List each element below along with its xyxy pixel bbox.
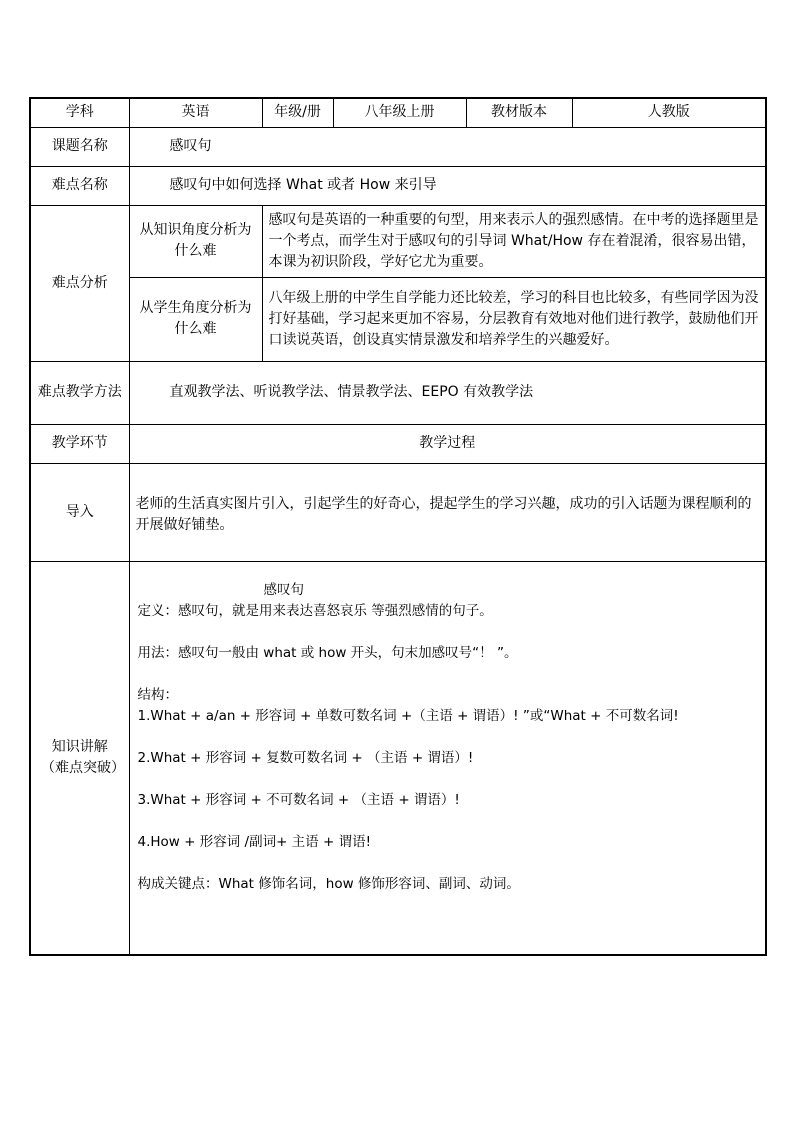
process-stage-label: 教学环节	[30, 424, 129, 463]
rule-item: 2.What + 形容词 + 复数可数名词 + （主语 + 谓语）!	[137, 749, 474, 766]
intro-row	[30, 463, 766, 561]
student-angle-label: 从学生角度分析为什么难	[129, 277, 262, 361]
lesson-plan-document	[29, 97, 765, 956]
rule-item: 3.What + 形容词 + 不可数名词 + （主语 + 谓语）!	[137, 791, 460, 808]
method-row	[30, 361, 766, 424]
analysis-student-row	[30, 277, 766, 361]
header-row	[30, 98, 766, 127]
grade-value: 八年级上册	[333, 98, 466, 127]
analysis-knowledge-row	[30, 205, 766, 277]
process-value: 教学过程	[129, 424, 766, 463]
structure-label: 结构：	[137, 686, 178, 703]
analysis-label: 难点分析	[30, 205, 129, 361]
knowledge-definition: 定义：感叹句，就是用来表达喜怒哀乐 等强烈感情的句子。	[137, 602, 493, 619]
method-value: 直观教学法、听说教学法、情景教学法、EEPO 有效教学法	[129, 361, 766, 424]
knowledge-angle-text: 感叹句是英语的一种重要的句型，用来表示人的强烈感情。在中考的选择题里是一个考点，而学生对于感叹句的引导词 What/How 存在着混淆，很容易出错，本课为初识阶段，学好它尤为重要。	[262, 205, 766, 277]
difficulty-value: 感叹句中如何选择 What 或者 How 来引导	[129, 166, 766, 205]
rule-item: 4.How + 形容词 /副词+ 主语 + 谓语!	[137, 833, 371, 850]
knowledge-row	[30, 561, 766, 955]
topic-label: 课题名称	[30, 127, 129, 166]
difficulty-row	[30, 166, 766, 205]
process-header-row	[30, 424, 766, 463]
intro-text: 老师的生活真实图片引入，引起学生的好奇心，提起学生的学习兴趣，成功的引入话题为课程顺利的开展做好铺垫。	[129, 463, 766, 561]
subject-value: 英语	[129, 98, 262, 127]
lesson-plan-table	[29, 97, 767, 956]
knowledge-label: 知识讲解（难点突破）	[30, 561, 129, 955]
student-angle-text: 八年级上册的中学生自学能力还比较差，学习的科目也比较多，有些同学因为没打好基础，学习起来更加不容易，分层教育有效地对他们进行教学，鼓励他们开口读说英语，创设真实情景激发和培养学生的兴趣爱好。	[262, 277, 766, 361]
grade-label: 年级/册	[262, 98, 333, 127]
method-label: 难点教学方法	[30, 361, 129, 424]
key-points: 构成关键点：What 修饰名词，how 修饰形容词、副词、动词。	[137, 875, 520, 892]
subject-label: 学科	[30, 98, 129, 127]
topic-row	[30, 127, 766, 166]
difficulty-label: 难点名称	[30, 166, 129, 205]
intro-label: 导入	[30, 463, 129, 561]
edition-label: 教材版本	[466, 98, 572, 127]
knowledge-angle-label: 从知识角度分析为什么难	[129, 205, 262, 277]
topic-value: 感叹句	[129, 127, 766, 166]
edition-value: 人教版	[572, 98, 766, 127]
knowledge-title: 感叹句	[263, 581, 304, 598]
knowledge-content	[129, 561, 766, 955]
knowledge-usage: 用法：感叹句一般由 what 或 how 开头，句末加感叹号“！ ”。	[137, 644, 518, 661]
rule-item: 1.What + a/an + 形容词 + 单数可数名词 +（主语 + 谓语）! ”或“What + 不可数名词!	[137, 707, 679, 724]
